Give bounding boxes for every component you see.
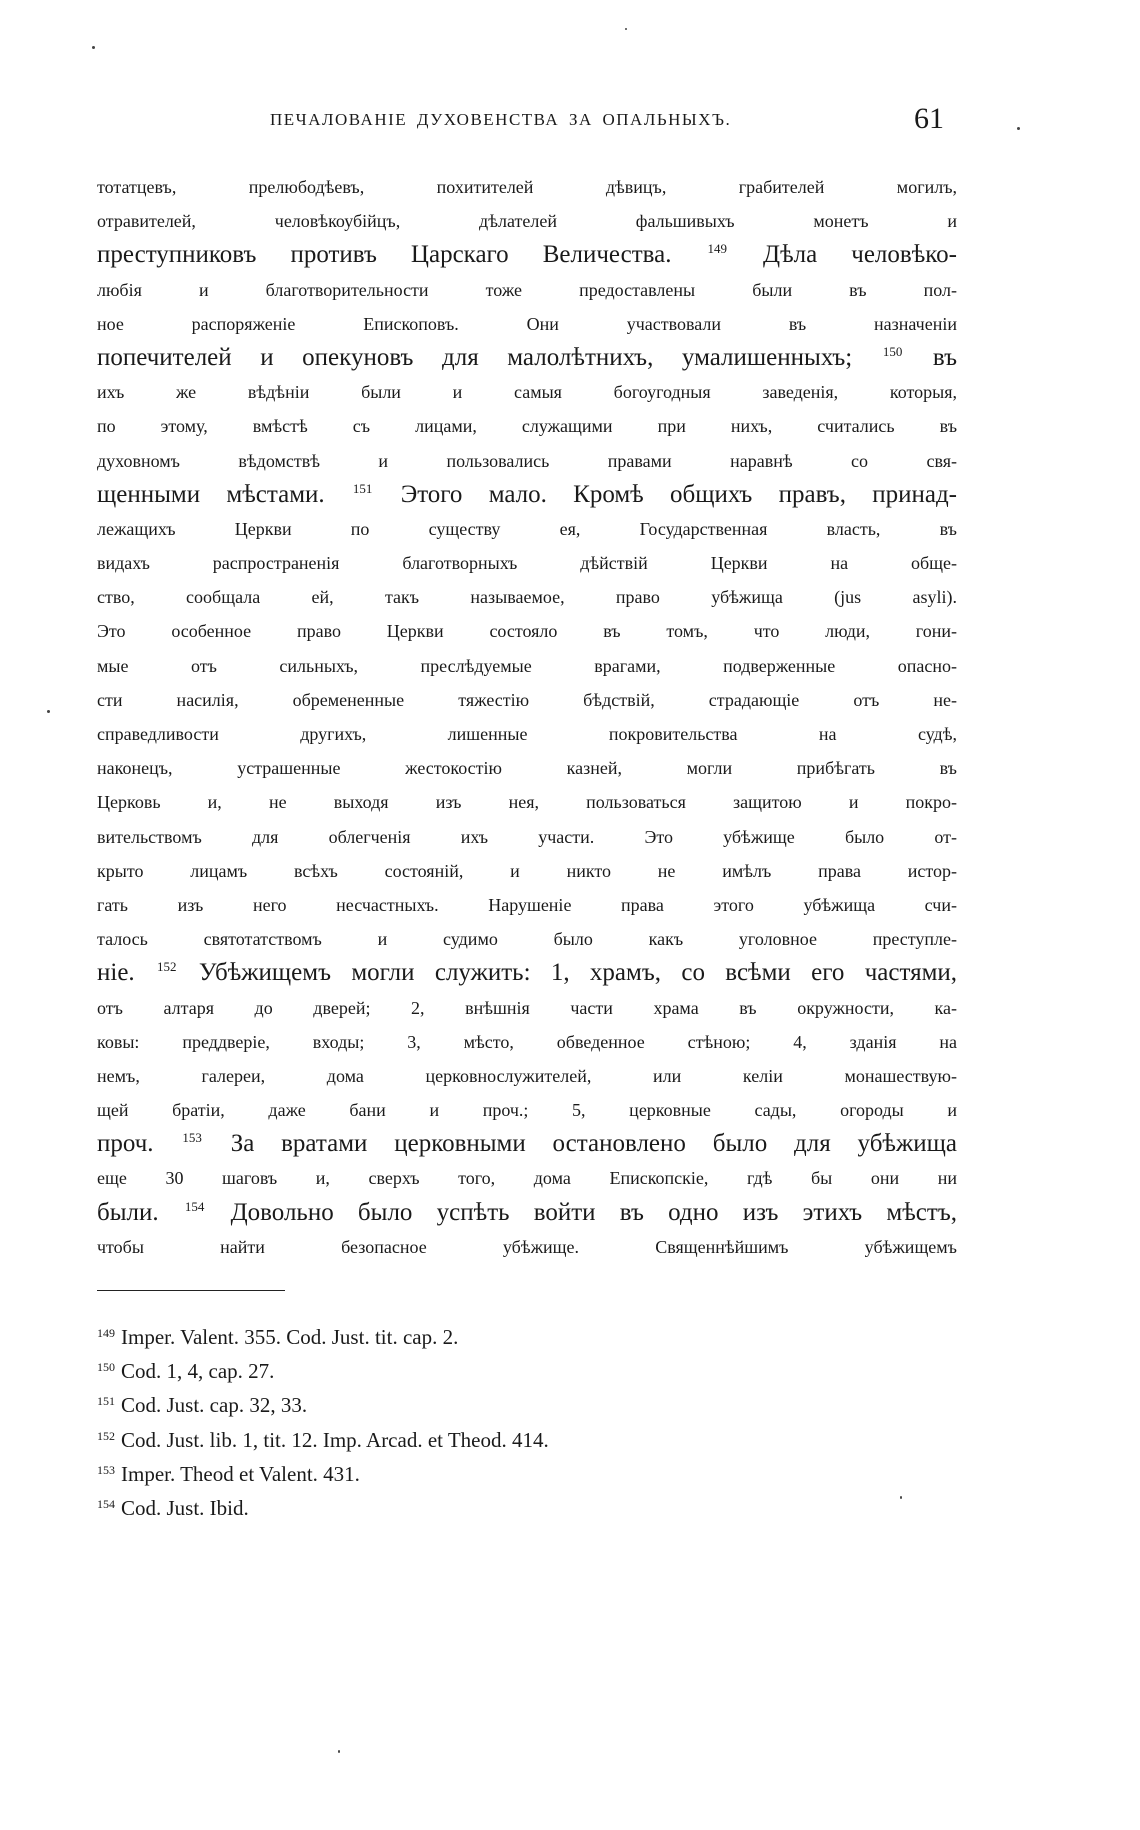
line-text: справедливости другихъ, лишенные покровительства на судѣ, <box>97 724 957 744</box>
scan-speck <box>338 1750 340 1753</box>
line-text-continued: Этого мало. Кромѣ общихъ правъ, принад- <box>400 480 958 508</box>
page-number: 61 <box>914 102 944 135</box>
text-line <box>97 683 957 717</box>
line-text: мые отъ сильныхъ, преслѣдуемые врагами, подверженные опасно- <box>97 655 957 676</box>
footnote-entry <box>97 1419 797 1453</box>
line-text: отравителей, человѣкоубійцъ, дѣлателей фальшивыхъ монетъ и <box>97 211 957 232</box>
text-line <box>97 751 957 785</box>
footnote-number: 151 <box>97 1394 115 1409</box>
line-text: проч. <box>97 1130 154 1158</box>
line-text: крыто лицамъ всѣхъ состояній, и никто не имѣлъ права истор- <box>97 860 957 881</box>
text-line <box>97 1196 957 1230</box>
line-text: гать изъ него несчастныхъ. Нарушеніе права этого убѣжища счи- <box>97 894 957 915</box>
line-text: Церковь и, не выходя изъ нея, пользоваться защитою и покро- <box>97 792 957 813</box>
text-line <box>97 204 957 238</box>
line-text: щей братіи, даже бани и проч.; 5, церковные сады, огороды и <box>97 1100 957 1121</box>
text-line <box>97 614 957 648</box>
scan-speck <box>92 46 95 49</box>
line-text-continued: За вратами церковными остановлено было для убѣжища <box>230 1130 957 1158</box>
line-text: по этому, вмѣстѣ съ лицами, служащими при нихъ, считались въ <box>97 416 957 437</box>
footnote-text: Imper. Theod et Valent. 431. <box>121 1461 360 1486</box>
text-line <box>97 273 957 307</box>
footnote-text: Cod. Just. cap. 32, 33. <box>121 1393 308 1418</box>
footnote-entry <box>97 1350 797 1384</box>
line-text: отъ алтаря до дверей; 2, внѣшнія части храма въ окружности, ка- <box>97 997 957 1018</box>
line-text: ніе. <box>97 959 135 987</box>
text-line <box>97 512 957 546</box>
line-text: тотатцевъ, прелюбодѣевъ, похитителей дѣвицъ, грабителей могилъ, <box>97 177 957 197</box>
scan-speck <box>900 1496 902 1499</box>
footnote-rule <box>97 1290 285 1291</box>
footnote-entry <box>97 1453 797 1487</box>
text-line <box>97 1127 957 1161</box>
text-line <box>97 1161 957 1195</box>
line-text: наконецъ, устрашенные жестокостію казней, могли прибѣгать въ <box>97 758 957 779</box>
text-line <box>97 785 957 819</box>
text-line <box>97 238 957 272</box>
footnote-text: Cod. 1, 4, cap. 27. <box>121 1359 275 1384</box>
footnote-entry <box>97 1487 797 1521</box>
text-line <box>97 956 957 990</box>
line-text: попечителей и опекуновъ для малолѣтнихъ, умалишенныхъ; <box>97 343 853 371</box>
line-text: любія и благотворительности тоже предоставлены были въ пол- <box>97 279 957 300</box>
footnote-number: 154 <box>97 1496 115 1511</box>
line-text: ство, сообщала ей, такъ называемое, право убѣжища (jus asyli). <box>97 587 957 608</box>
footnote-text: Imper. Valent. 355. Cod. Just. tit. cap. 2. <box>121 1325 459 1349</box>
footnote-text: Cod. Just. lib. 1, tit. 12. Imp. Arcad. et Theod. 414. <box>121 1427 549 1452</box>
line-text: немъ, галереи, дома церковнослужителей, или келіи монашествую- <box>97 1065 957 1086</box>
footnote-ref[interactable]: 150 <box>882 343 903 359</box>
line-text: талось святотатствомъ и судимо было какъ уголовное преступле- <box>97 929 957 950</box>
text-line <box>97 1230 957 1264</box>
footnote-ref[interactable]: 154 <box>184 1198 205 1214</box>
footnote-number: 150 <box>97 1360 115 1375</box>
line-text-continued: Убѣжищемъ могли служить: 1, храмъ, со всѣми его частями, <box>198 959 958 987</box>
footnote-text: Cod. Just. Ibid. <box>121 1495 249 1520</box>
footnote-number: 153 <box>97 1462 115 1477</box>
line-text-continued: въ <box>932 343 957 371</box>
footnote-ref[interactable]: 153 <box>182 1130 202 1146</box>
text-line <box>97 820 957 854</box>
scan-speck <box>47 710 50 713</box>
line-text: вительствомъ для облегченія ихъ участи. Это убѣжище было от- <box>97 826 957 847</box>
text-line <box>97 922 957 956</box>
footnote-number: 152 <box>97 1428 115 1443</box>
line-text: видахъ распространенія благотворныхъ дѣйствій Церкви на обще- <box>97 553 957 574</box>
text-line <box>97 854 957 888</box>
line-text-continued: Довольно было успѣть войти въ одно изъ этихъ мѣстъ, <box>230 1198 958 1226</box>
line-text-continued: Дѣла человѣко- <box>763 241 957 269</box>
text-line <box>97 1025 957 1059</box>
text-line <box>97 375 957 409</box>
text-line <box>97 341 957 375</box>
text-line <box>97 580 957 614</box>
line-text: ное распоряженіе Епископовъ. Они участвовали въ назначеніи <box>97 313 957 334</box>
body-text <box>97 170 957 1264</box>
footnote-entry <box>97 1384 797 1418</box>
line-text: ихъ же вѣдѣніи были и самыя богоугодныя заведенія, которыя, <box>97 382 957 403</box>
footnotes <box>97 1316 797 1521</box>
text-line <box>97 409 957 443</box>
footnote-ref[interactable]: 152 <box>157 959 177 975</box>
scan-speck <box>1017 127 1020 130</box>
footnote-ref[interactable]: 151 <box>352 480 373 496</box>
line-text: лежащихъ Церкви по существу ея, Государственная власть, въ <box>97 518 957 539</box>
line-text: щенными мѣстами. <box>97 480 325 508</box>
text-line <box>97 546 957 580</box>
text-line <box>97 307 957 341</box>
text-line <box>97 1059 957 1093</box>
running-title: ПЕЧАЛОВАНІЕ ДУХОВЕНСТВА ЗА ОПАЛЬНЫХЪ. <box>270 110 732 129</box>
line-text: Это особенное право Церкви состояло въ томъ, что люди, гони- <box>97 621 957 642</box>
text-line <box>97 991 957 1025</box>
text-line <box>97 170 957 204</box>
line-text: преступниковъ противъ Царскаго Величества. <box>97 241 672 269</box>
text-line <box>97 1093 957 1127</box>
footnote-number: 149 <box>97 1326 115 1340</box>
line-text: чтобы найти безопасное убѣжище. Священнѣйшимъ убѣжищемъ <box>97 1236 957 1257</box>
line-text: духовномъ вѣдомствѣ и пользовались правами наравнѣ со свя- <box>97 450 957 471</box>
line-text: сти насилія, обремененные тяжестію бѣдствій, страдающіе отъ не- <box>97 689 957 710</box>
scan-speck <box>625 28 627 30</box>
text-line <box>97 649 957 683</box>
footnote-ref[interactable]: 149 <box>707 241 727 257</box>
text-line <box>97 478 957 512</box>
line-text: были. <box>97 1198 159 1226</box>
line-text: ковы: преддверіе, входы; 3, мѣсто, обведенное стѣною; 4, зданія на <box>97 1031 957 1052</box>
footnote-entry <box>97 1316 797 1350</box>
text-line <box>97 888 957 922</box>
text-line <box>97 444 957 478</box>
line-text: еще 30 шаговъ и, сверхъ того, дома Епископскіе, гдѣ бы они ни <box>97 1168 957 1189</box>
text-line <box>97 717 957 751</box>
